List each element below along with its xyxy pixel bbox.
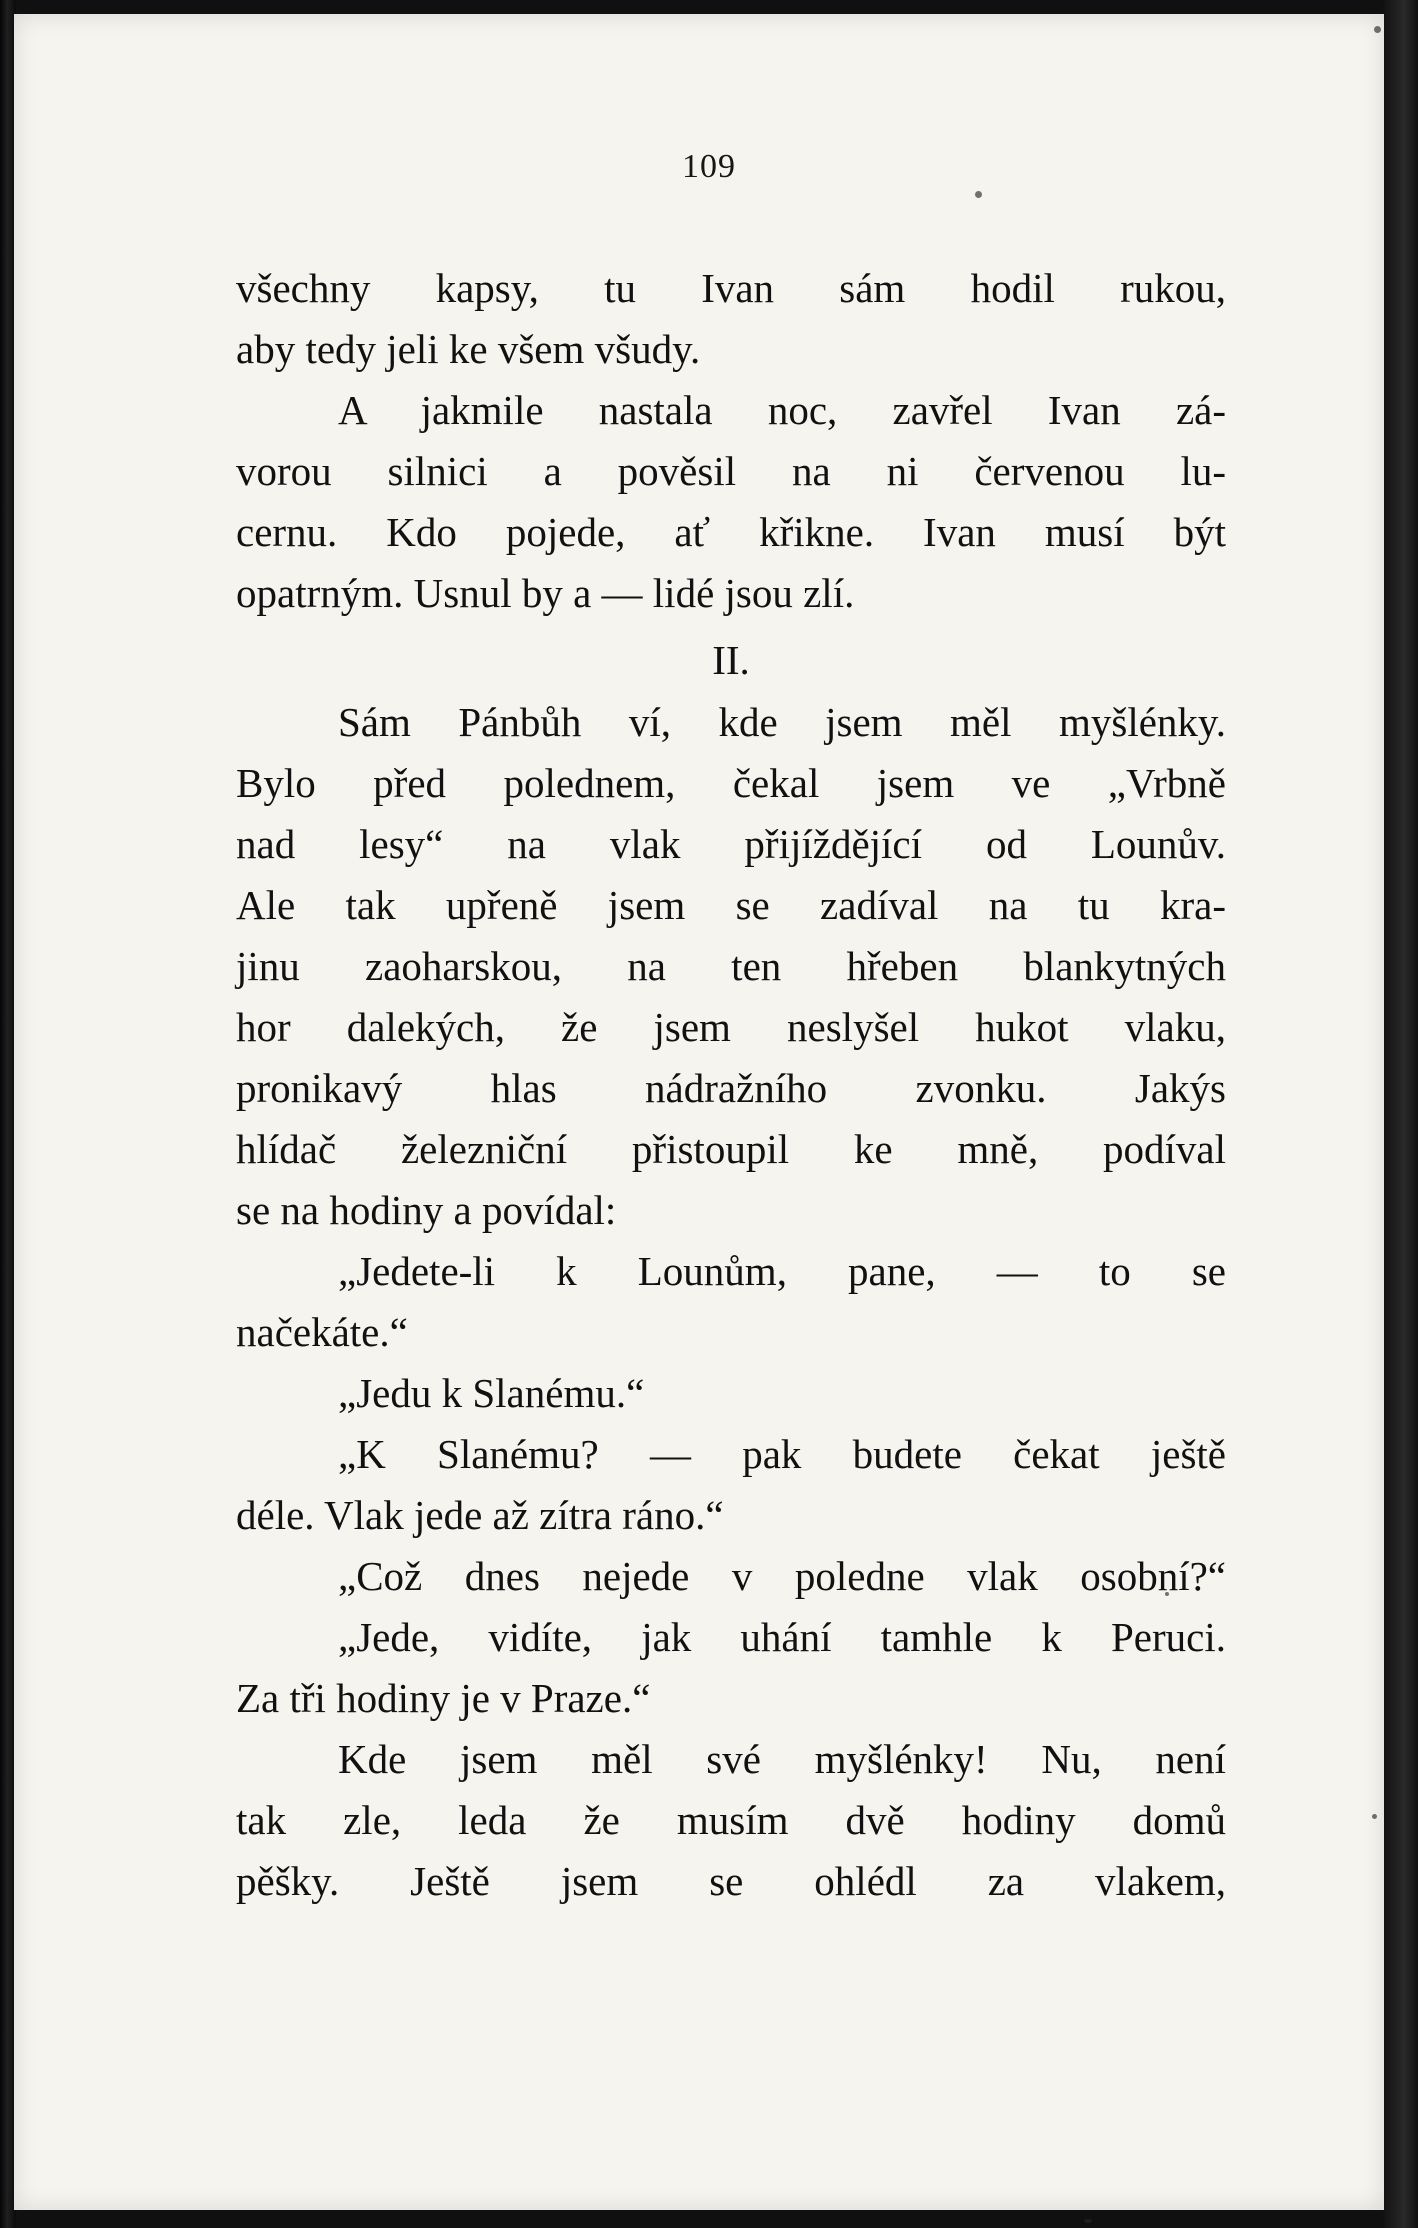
text-line: hor dalekých, že jsem neslyšel hukot vlaku, xyxy=(236,1004,1226,1050)
text-line: jinu zaoharskou, na ten hřeben blankytných xyxy=(236,943,1226,989)
text-line: déle. Vlak jede až zítra ráno.“ xyxy=(236,1492,724,1538)
text-line: „Což dnes nejede v poledne vlak osobní?“ xyxy=(338,1553,1226,1599)
right-scan-edge xyxy=(1384,0,1418,2228)
text-line: „K Slanému? — pak budete čekat ještě xyxy=(338,1431,1226,1477)
text-line: Za tři hodiny je v Praze.“ xyxy=(236,1675,651,1721)
paper-speck xyxy=(1374,26,1381,33)
text-line: Ale tak upřeně jsem se zadíval na tu kra- xyxy=(236,882,1226,928)
text-line: aby tedy jeli ke všem všudy. xyxy=(236,326,701,372)
text-line: cernu. Kdo pojede, ať křikne. Ivan musí být xyxy=(236,509,1226,555)
page-text xyxy=(236,258,1226,1912)
text-line: se na hodiny a povídal: xyxy=(236,1187,617,1233)
text-line: všechny kapsy, tu Ivan sám hodil rukou, xyxy=(236,265,1226,311)
text-line: pěšky. Ještě jsem se ohlédl za vlakem, xyxy=(236,1858,1226,1904)
text-line: „Jede, vidíte, jak uhání tamhle k Peruci. xyxy=(338,1614,1226,1660)
text-line: Kde jsem měl své myšlénky! Nu, není xyxy=(338,1736,1226,1782)
text-line: nad lesy“ na vlak přijíždějící od Lounův. xyxy=(236,821,1226,867)
text-line: A jakmile nastala noc, zavřel Ivan zá- xyxy=(338,387,1226,433)
paper-speck xyxy=(1084,2219,1092,2223)
text-line: opatrným. Usnul by a — lidé jsou zlí. xyxy=(236,570,855,616)
text-line: vorou silnici a pověsil na ni červenou lu- xyxy=(236,448,1226,494)
paper-speck xyxy=(1372,1814,1377,1819)
text-line: tak zle, leda že musím dvě hodiny domů xyxy=(236,1797,1226,1843)
section-heading: II. xyxy=(712,637,750,683)
text-line: načekáte.“ xyxy=(236,1309,408,1355)
text-line: Bylo před polednem, čekal jsem ve „Vrbně xyxy=(236,760,1226,806)
paper-speck xyxy=(975,191,982,198)
text-line: „Jedete-li k Lounům, pane, — to se xyxy=(338,1248,1226,1294)
text-line: pronikavý hlas nádražního zvonku. Jakýs xyxy=(236,1065,1226,1111)
text-line: hlídač železniční přistoupil ke mně, podíval xyxy=(236,1126,1226,1172)
page-number: 109 xyxy=(682,148,736,185)
text-line: Sám Pánbůh ví, kde jsem měl myšlénky. xyxy=(338,699,1226,745)
text-line: „Jedu k Slanému.“ xyxy=(338,1370,645,1416)
